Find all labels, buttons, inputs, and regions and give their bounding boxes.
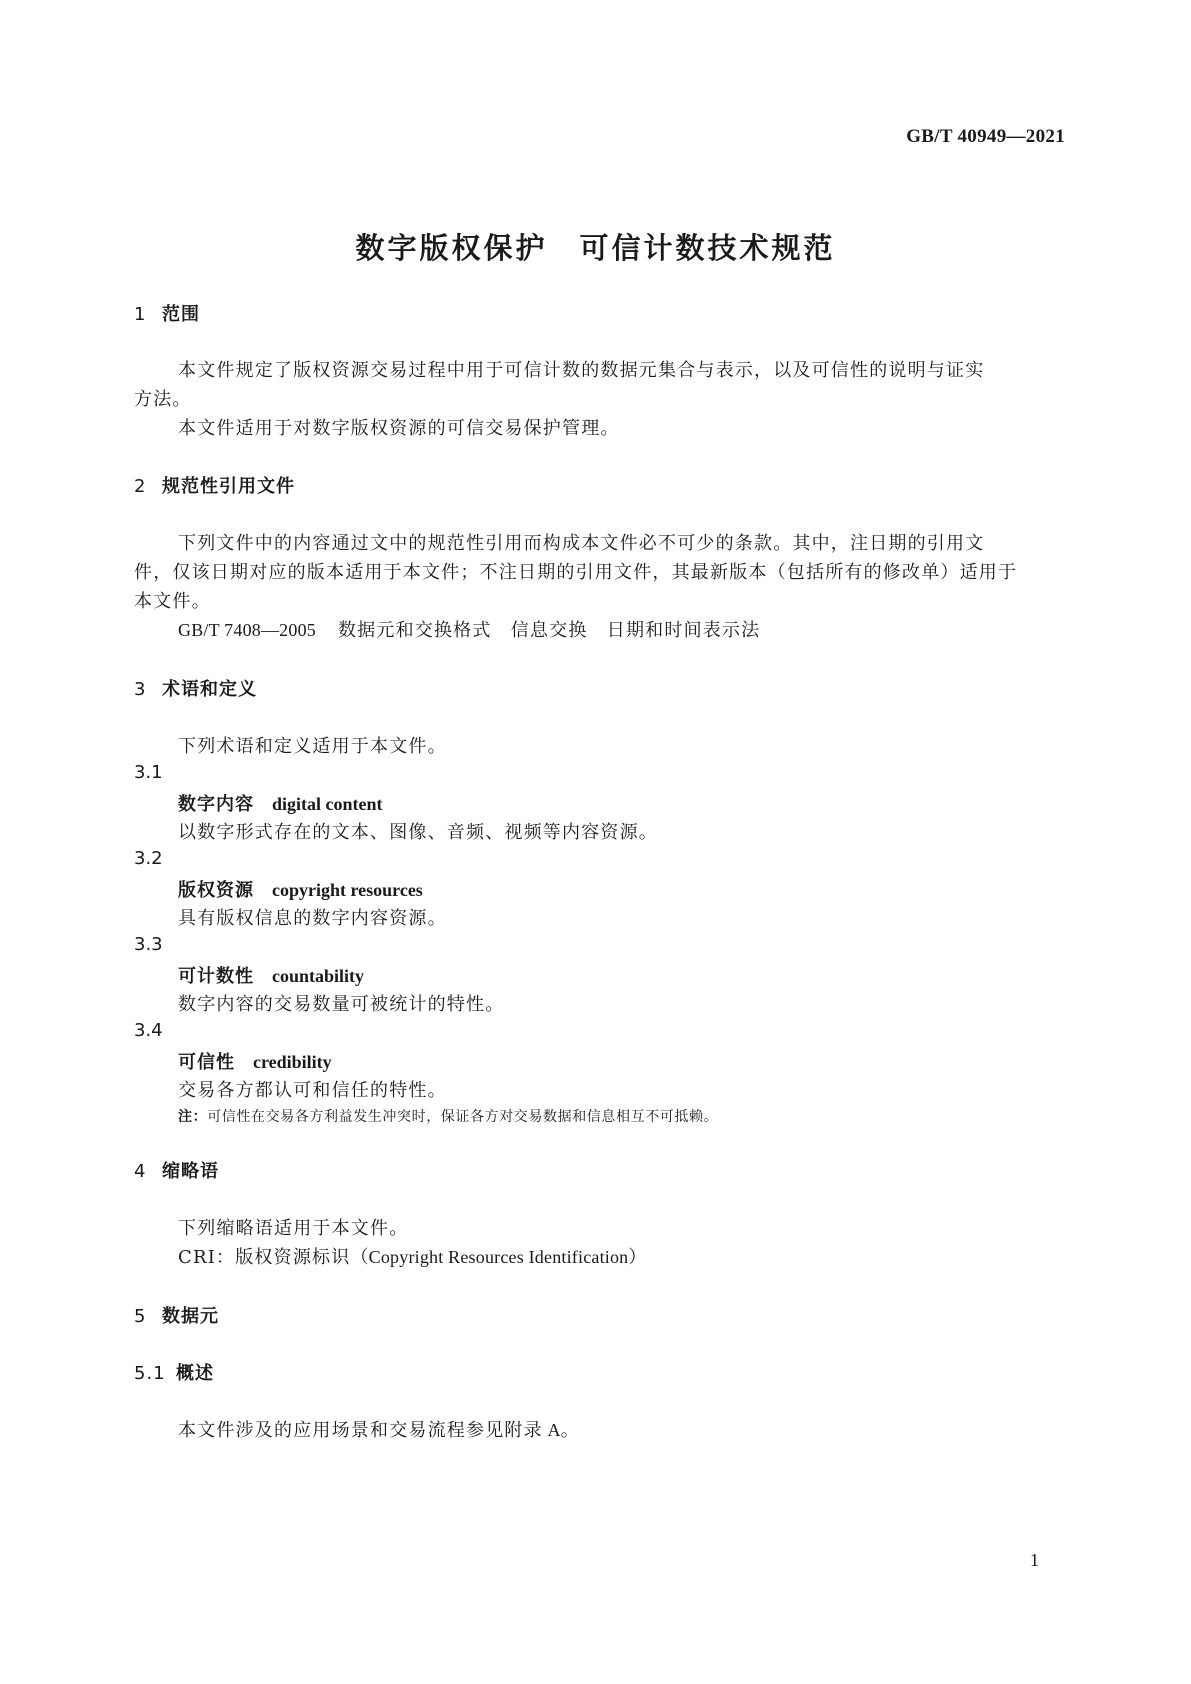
reference-code: GB/T 7408—2005	[178, 620, 316, 640]
term-entry	[178, 876, 423, 902]
section-number: 1	[134, 304, 147, 325]
term-cn: 数字内容	[178, 794, 254, 815]
normref-paragraph-line-3: 本文件。	[134, 591, 211, 612]
section-3-heading	[134, 675, 257, 701]
term-en: copyright resources	[272, 880, 423, 900]
term-number: 3.4	[134, 1020, 163, 1041]
section-title: 术语和定义	[162, 679, 257, 700]
section-2-heading	[134, 472, 295, 498]
term-definition: 数字内容的交易数量可被统计的特性。	[178, 994, 505, 1015]
note-label: 注：	[178, 1109, 208, 1125]
overview-text: 本文件涉及的应用场景和交易流程参见附录	[178, 1420, 543, 1441]
standard-number: GB/T 40949—2021	[906, 126, 1065, 147]
normative-reference	[178, 616, 760, 642]
term-cn: 版权资源	[178, 880, 254, 901]
section-1-heading	[134, 300, 200, 326]
abbreviation-cn: CRI：版权资源标识	[178, 1247, 351, 1268]
abbreviations-intro: 下列缩略语适用于本文件。	[178, 1218, 409, 1239]
terms-intro: 下列术语和定义适用于本文件。	[178, 736, 447, 757]
term-note	[178, 1106, 718, 1126]
term-entry	[178, 790, 383, 816]
section-number: 5	[134, 1306, 147, 1327]
term-definition: 具有版权信息的数字内容资源。	[178, 908, 447, 929]
normref-paragraph-line-2: 件，仅该日期对应的版本适用于本文件；不注日期的引用文件，其最新版本（包括所有的修改单）适用于	[134, 562, 1018, 583]
section-5-heading	[134, 1302, 219, 1328]
scope-paragraph-1-line-1: 本文件规定了版权资源交易过程中用于可信计数的数据元集合与表示，以及可信性的说明与证实	[178, 360, 985, 381]
section-title: 缩略语	[162, 1161, 219, 1182]
term-en: countability	[272, 966, 365, 986]
abbreviation-entry	[178, 1243, 647, 1269]
reference-title: 数据元和交换格式 信息交换 日期和时间表示法	[337, 620, 761, 641]
section-title: 规范性引用文件	[162, 476, 295, 497]
term-definition: 以数字形式存在的文本、图像、音频、视频等内容资源。	[178, 822, 658, 843]
term-number: 3.3	[134, 934, 163, 955]
term-number: 3.1	[134, 762, 163, 783]
annex-reference: A。	[542, 1420, 579, 1440]
term-entry	[178, 1048, 332, 1074]
abbreviation-en: （Copyright Resources Identification）	[350, 1247, 647, 1267]
section-title: 数据元	[162, 1306, 219, 1327]
section-number: 4	[134, 1161, 147, 1182]
document-title: 数字版权保护 可信计数技术规范	[355, 231, 836, 265]
scope-paragraph-1-line-2: 方法。	[134, 389, 192, 410]
term-cn: 可计数性	[178, 966, 254, 987]
term-en: credibility	[253, 1052, 332, 1072]
scope-paragraph-2: 本文件适用于对数字版权资源的可信交易保护管理。	[178, 418, 620, 439]
section-5-1-heading	[134, 1359, 214, 1385]
overview-paragraph	[178, 1416, 579, 1442]
section-4-heading	[134, 1157, 219, 1183]
normref-paragraph-line-1: 下列文件中的内容通过文中的规范性引用而构成本文件必不可少的条款。其中，注日期的引用文	[178, 533, 985, 554]
term-cn: 可信性	[178, 1052, 235, 1073]
note-text: 可信性在交易各方利益发生冲突时，保证各方对交易数据和信息相互不可抵赖。	[207, 1109, 719, 1125]
term-en: digital content	[272, 794, 383, 814]
section-title: 范围	[162, 304, 200, 325]
term-entry	[178, 962, 364, 988]
section-number: 5.1	[134, 1363, 166, 1384]
term-definition: 交易各方都认可和信任的特性。	[178, 1080, 447, 1101]
section-number: 2	[134, 476, 147, 497]
section-number: 3	[134, 679, 147, 700]
section-title: 概述	[176, 1363, 214, 1384]
page-number: 1	[1030, 1550, 1039, 1570]
term-number: 3.2	[134, 848, 163, 869]
